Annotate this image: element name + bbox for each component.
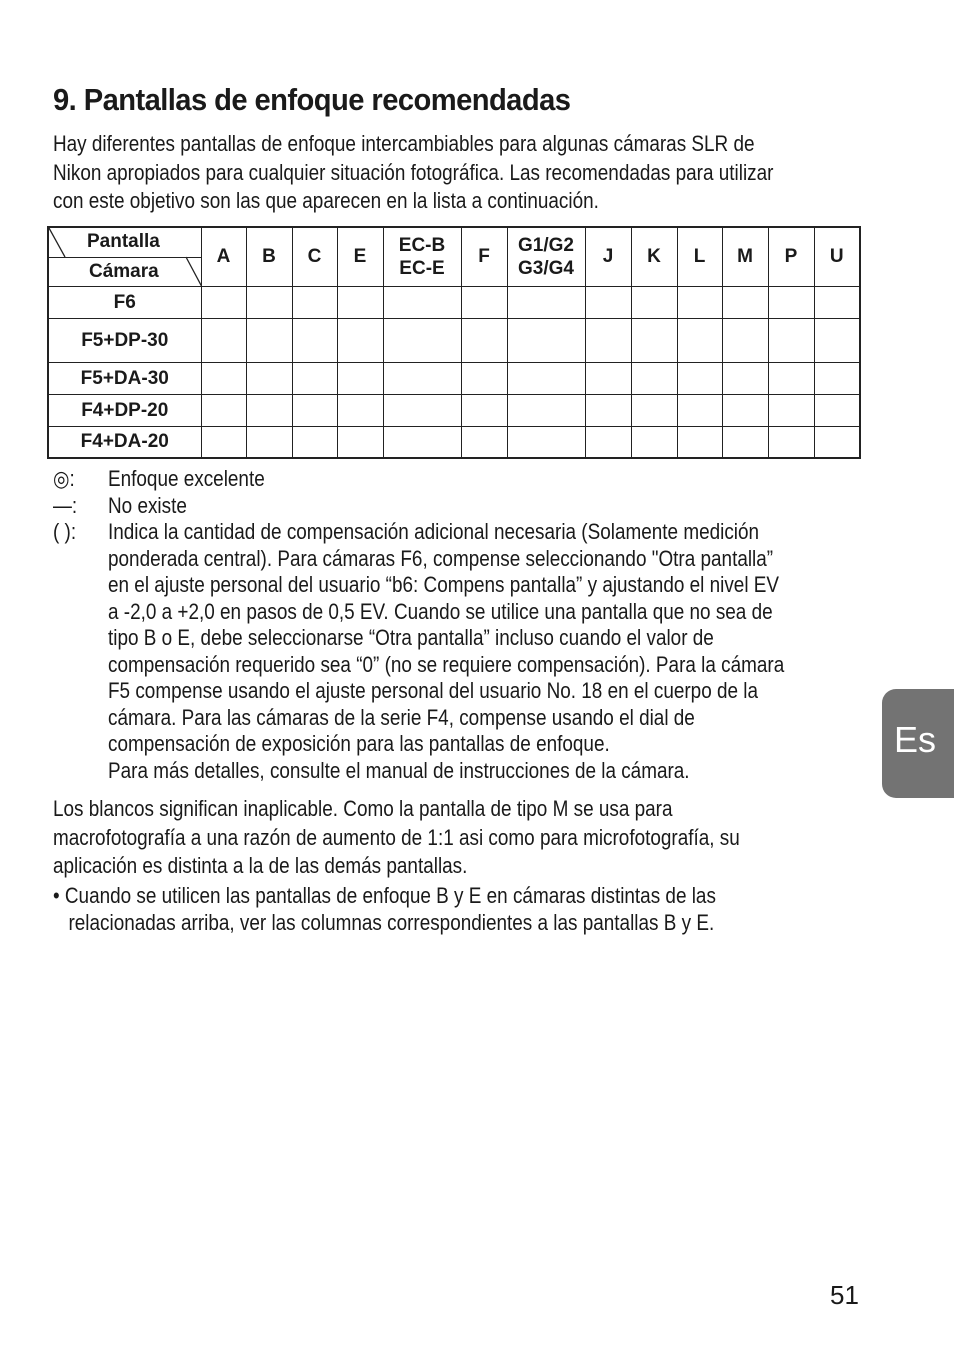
parentheses-text (108, 519, 894, 784)
intro-line: Hay diferentes pantallas de enfoque intercambiables para algunas cámaras SLR de (53, 131, 755, 156)
table-row (48, 287, 860, 319)
table-row (48, 395, 860, 427)
blanks-line: macrofotografía a una razón de aumento de 1:1 asi como para microfotografía, su (53, 824, 740, 850)
language-tab (882, 689, 954, 798)
bullet-note (53, 882, 824, 936)
note-line: cámara. Para las cámaras de la serie F4, compense usando el dial de (108, 704, 695, 730)
row-header: F5+DP-30 (48, 319, 201, 363)
column-header: B (246, 227, 292, 287)
column-header-line: EC-B (398, 235, 446, 256)
corner-label-camara: Cámara (89, 261, 159, 282)
blanks-line: Los blancos significan inaplicable. Como la pantalla de tipo M se usa para (53, 796, 673, 821)
parentheses-symbol: ( ): (53, 519, 77, 544)
note-line: en el ajuste personal del usuario “b6: Compens pantalla” y ajustando el nivel EV (108, 572, 780, 597)
column-header-line: EC-E (399, 258, 445, 279)
intro-line: Nikon apropiados para cualquier situación fotográfica. Las recomendadas para utilizar (53, 159, 774, 185)
corner-top (49, 228, 201, 258)
column-header (383, 227, 461, 287)
table-header-row (48, 227, 860, 287)
column-header: L (677, 227, 722, 287)
column-header: A (201, 227, 246, 287)
note-line: F5 compense usando el ajuste personal del usuario No. 18 en el cuerpo de la (108, 678, 759, 703)
column-header: M (722, 227, 768, 287)
focusing-screens-table (47, 226, 861, 459)
none-symbol: —: (53, 492, 78, 518)
excellent-symbol: ◎: (53, 466, 75, 491)
excellent-text: Enfoque excelente (108, 466, 265, 491)
column-header-line: G1/G2 (518, 235, 574, 256)
note-line: compensación de exposición para las pantallas de enfoque. (108, 731, 610, 756)
column-header: K (631, 227, 677, 287)
table-corner-cell (48, 227, 201, 287)
column-header: F (461, 227, 507, 287)
blanks-line: aplicación es distinta a la de las demás pantallas. (53, 853, 468, 878)
row-header: F5+DA-30 (48, 363, 201, 395)
column-header: C (292, 227, 337, 287)
blanks-paragraph (53, 795, 852, 881)
intro-line: con este objetivo son las que aparecen en la lista a continuación. (53, 188, 599, 213)
bullet-line: • Cuando se utilicen las pantallas de enfoque B y E en cámaras distintas de las (53, 883, 716, 908)
table-row (48, 319, 860, 363)
table-row (48, 427, 860, 458)
column-header: J (585, 227, 631, 287)
note-line: ponderada central). Para cámaras F6, compense seleccionando "Otra pantalla” (108, 545, 774, 571)
column-header (507, 227, 585, 287)
column-header: E (337, 227, 383, 287)
note-line: tipo B o E, debe seleccionarse “Otra pantalla” incluso cuando el valor de (108, 625, 714, 650)
row-header: F4+DP-20 (48, 395, 201, 427)
note-line: Indica la cantidad de compensación adicional necesaria (Solamente medición (108, 519, 760, 544)
note-line: Para más detalles, consulte el manual de instrucciones de la cámara. (108, 757, 690, 783)
none-text: No existe (108, 492, 187, 518)
section-title: 9. Pantallas de enfoque recomendadas (53, 82, 571, 117)
table-row (48, 363, 860, 395)
row-header: F6 (48, 287, 201, 319)
corner-label-pantalla: Pantalla (87, 231, 160, 252)
language-tab-label: Es (894, 719, 937, 760)
note-line: a -2,0 a +2,0 en pasos de 0,5 EV. Cuando se utilice una pantalla que no sea de (108, 598, 773, 624)
column-header: U (814, 227, 860, 287)
page-number: 51 (830, 1280, 859, 1310)
row-header: F4+DA-20 (48, 427, 201, 458)
column-header: P (768, 227, 814, 287)
bullet-line: relacionadas arriba, ver las columnas correspondientes a las pantallas B y E. (68, 910, 715, 935)
intro-paragraph (53, 130, 954, 216)
note-line: compensación requerido sea “0” (no se requiere compensación). Para la cámara (108, 651, 785, 677)
column-header-line: G3/G4 (518, 258, 574, 279)
